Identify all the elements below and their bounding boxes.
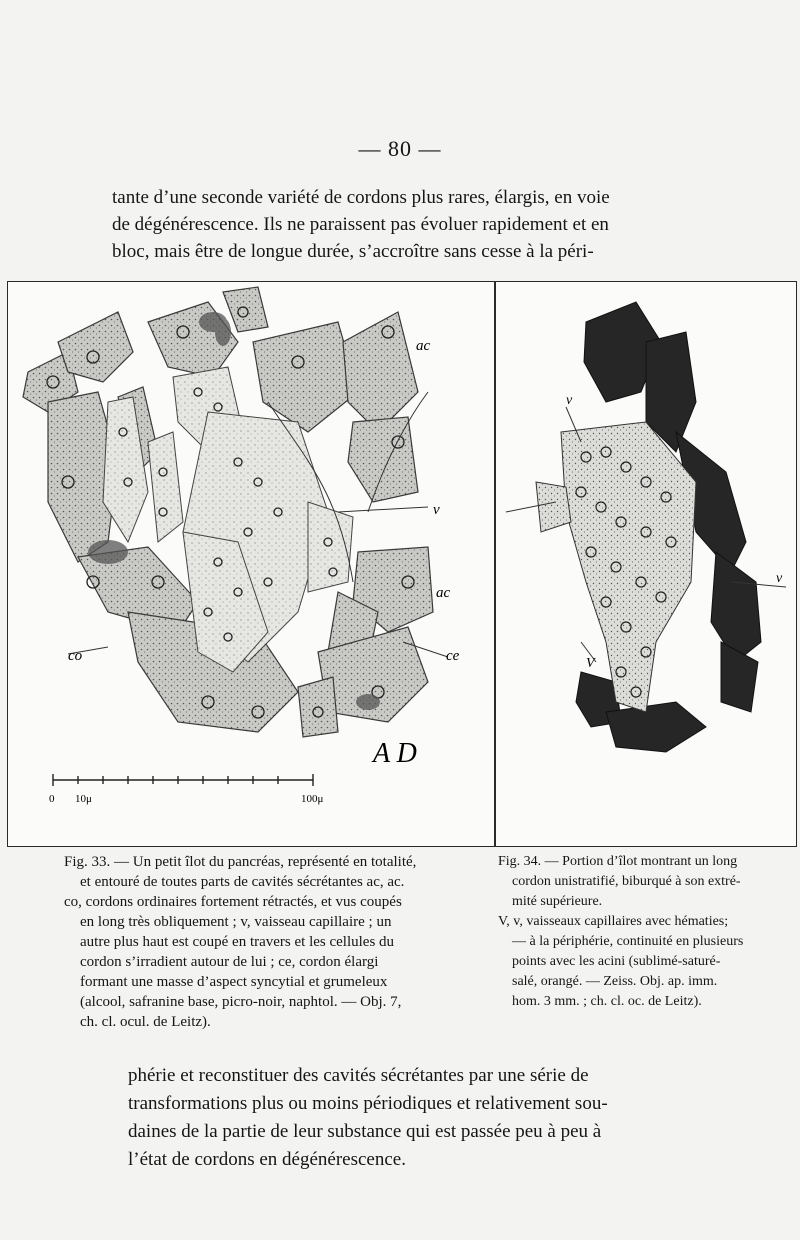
label-v-top: v <box>566 393 573 408</box>
caption-line: ch. cl. ocul. de Leitz). <box>80 1014 211 1030</box>
text-line: phérie et reconstituer des cavités sécrétantes par une série de <box>128 1065 589 1086</box>
label-ac-top: ac <box>416 338 431 354</box>
acinus <box>606 702 706 752</box>
text-line: daines de la partie de leur substance qui est passée peu à peu à <box>128 1121 602 1142</box>
caption-line: (alcool, safranine base, picro-noir, naphtol. — Obj. 7, <box>80 994 402 1010</box>
caption-line: mité supérieure. <box>512 894 603 909</box>
caption-line: autre plus haut est coupé en travers et les cellules du <box>80 934 395 950</box>
text-line: transformations plus ou moins périodiques et relativement sou- <box>128 1093 608 1114</box>
text-line: tante d’une seconde variété de cordons plus rares, élargis, en voie <box>112 187 610 208</box>
caption-line: points avec les acini (sublimé-saturé- <box>512 954 721 969</box>
text-line: l’état de cordons en dégénérescence. <box>128 1149 406 1170</box>
caption-line: cordon s’irradient autour de lui ; ce, cordon élargi <box>80 954 379 970</box>
caption-line: formant une masse d’aspect syncytial et grumeleux <box>80 974 388 990</box>
caption-line: Fig. 34. — Portion d’îlot montrant un long <box>498 854 738 869</box>
scale-hundred: 100μ <box>301 793 324 805</box>
caption-line: hom. 3 mm. ; ch. cl. oc. de Leitz). <box>512 994 702 1009</box>
label-v-bottom: V <box>586 656 595 671</box>
figure-33-caption <box>64 852 492 1032</box>
acinus <box>721 642 758 712</box>
figure-34-drawing <box>496 282 796 846</box>
acinus <box>58 312 133 382</box>
cord <box>148 432 183 542</box>
acinus <box>711 552 761 662</box>
bottom-paragraph <box>128 1062 744 1174</box>
caption-line: V, v, vaisseaux capillaires avec hématies; <box>498 914 729 929</box>
top-paragraph <box>112 184 728 265</box>
figure-33-drawing <box>8 282 494 846</box>
label-ac-right: ac <box>436 585 451 601</box>
caption-line: — à la périphérie, continuité en plusieurs <box>512 934 744 949</box>
caption-line: co, cordons ordinaires fortement rétractés, et vus coupés <box>64 894 402 910</box>
acinus <box>343 312 418 432</box>
scale-ten: 10μ <box>75 793 92 805</box>
text-line: de dégénérescence. Ils ne paraissent pas évoluer rapidement et en <box>112 214 609 235</box>
caption-line: cordon unistratifié, biburqué à son extré- <box>512 874 741 889</box>
figure-33-illustration <box>7 281 495 847</box>
page-number: — 80 — <box>358 136 442 161</box>
label-co: co <box>68 648 83 664</box>
signature-initials: A D <box>373 738 417 769</box>
label-ce: ce <box>446 648 460 664</box>
text-line: bloc, mais être de longue durée, s’accroître sans cesse à la péri- <box>112 241 594 262</box>
figure-34-caption <box>498 852 790 1012</box>
cord <box>308 502 353 592</box>
caption-line: en long très obliquement ; v, vaisseau capillaire ; un <box>80 914 392 930</box>
cord <box>536 482 571 532</box>
scale-bar <box>53 774 313 786</box>
acinus <box>348 417 418 502</box>
islet-cord <box>536 422 696 712</box>
caption-line: et entouré de toutes parts de cavités sécrétantes ac, ac. <box>80 874 405 890</box>
scale-zero: 0 <box>49 793 55 805</box>
cord <box>561 422 696 712</box>
label-v: v <box>433 502 440 518</box>
caption-line: Fig. 33. — Un petit îlot du pancréas, représenté en totalité, <box>64 854 417 870</box>
acinus <box>253 322 358 432</box>
figure-34-illustration <box>495 281 797 847</box>
caption-line: salé, orangé. — Zeiss. Obj. ap. imm. <box>512 974 718 989</box>
label-v-right: v <box>776 571 783 586</box>
